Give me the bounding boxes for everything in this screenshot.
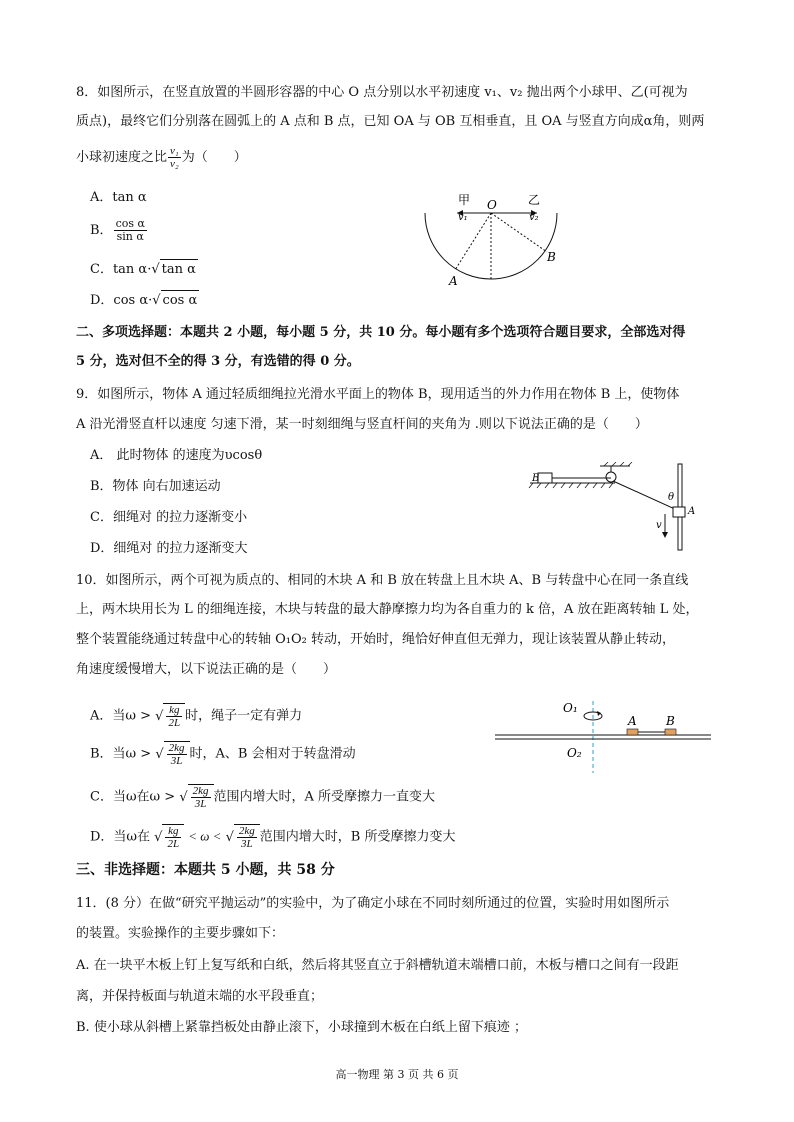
section-2-line-1: 二、多项选择题：本题共 2 小题，每小题 5 分，共 10 分。每小题有多个选项符合题目要求，全部选对得 [76,325,686,340]
q10-option-b-num: 2kg [168,742,185,754]
q10-option-c-prefix: C．当ω在ω > [90,789,176,805]
q10-option-c [90,784,435,810]
q9-ground-hatch [529,483,613,488]
q10-option-d-suffix: 范围内增大时，B 所受摩擦力变大 [259,829,456,845]
q9-option-c: C．细绳对 的拉力逐渐变小 [90,510,248,525]
q8-label-v2: v₂ [529,212,539,223]
q8-option-b-den: sin α [116,230,144,243]
q10-option-a-den: 2L [168,717,181,729]
q11-line-1: 11．(8 分）在做“研究平抛运动”的实验中，为了确定小球在不同时刻所通过的位置，实验时用如图所示 [76,896,670,911]
q10-option-a-suffix: 时，绳子一定有弹力 [185,708,303,724]
q8-label-b: B [547,250,556,264]
q10-option-d-prefix: D．当ω在 [90,829,151,845]
section-2-line-2: 5 分，选对但不全的得 3 分，有选错的得 0 分。 [76,354,360,369]
q9-option-b: B．物体 向右加速运动 [90,479,221,494]
q8-option-d [90,290,199,311]
q10-option-d-sqrt-1: √ $\frac{kg}{2L}$ [154,824,184,850]
q10-option-b-sqrt: √ $\frac{2kg}{3L}$ [155,741,189,767]
q8-ratio-num: v₁ [170,145,179,157]
q10-label-o2: O₂ [567,746,582,760]
q10-line-3: 整个装置能绕通过转盘中心的转轴 O₁O₂ 转动，开始时，绳恰好伸直但无弹力，现让该装置从静止转动， [76,632,676,647]
q10-option-c-fraction [191,785,211,810]
q8-label-jia: 甲 [458,193,471,207]
q10-option-d-sqrt-2: √ $\frac{2kg}{3L}$ [226,824,260,850]
q10-option-d-fraction-1 [165,825,181,850]
q10-option-c-suffix: 范围内增大时，A 所受摩擦力一直变大 [213,789,436,805]
q8-option-b-fraction [114,218,147,243]
q9-line-2: A 沿光滑竖直杆以速度 匀速下滑，某一时刻细绳与竖直杆间的夹角为 .则以下说法正确的是（ ） [76,417,648,432]
q10-option-a-fraction [166,704,182,729]
q8-ratio-fraction [168,145,181,170]
q10-label-b: B [666,714,675,728]
section-3-title: 三、非选择题：本题共 5 小题，共 58 分 [76,862,335,878]
q8-option-c-label: C．tan α· [90,262,152,277]
q8-option-b-num: cos α [115,217,145,230]
q9-label-b: B [532,473,540,484]
q10-option-c-num: 2kg [192,785,209,797]
q9-velocity-arrowhead [662,532,668,538]
q8-line-3-tail: 为（ ） [181,150,247,165]
q9-figure [525,462,705,554]
q9-pulley [606,472,616,482]
q10-option-d-inequality: < ω < [188,828,222,844]
q10-option-d-num-1: kg [165,825,181,838]
q8-label-o: O [487,198,497,212]
q9-label-a: A [688,506,696,517]
q9-block-b [538,473,552,483]
q8-line-1: 8．如图所示，在竖直放置的半圆形容器的中心 O 点分别以水平初速度 v₁、v₂ 抛出两个小球甲、乙(可视为 [76,85,688,100]
q9-option-d: D．细绳对 的拉力逐渐变大 [90,541,248,556]
q8-label-yi: 乙 [528,193,541,207]
q11-line-2: 的装置。实验操作的主要步骤如下： [76,926,285,941]
q10-option-d-den-1: 2L [167,838,180,850]
q10-block-a [627,729,638,735]
q10-option-a-sqrt: √ $\frac{kg}{2L}$ [155,703,185,729]
q11-line-5: B. 使小球从斜槽上紧靠挡板处由静止滚下，小球撞到木板在白纸上留下痕迹 ； [76,1020,527,1035]
q10-label-a: A [628,714,637,728]
q8-label-a: A [449,274,458,288]
q10-figure [493,695,713,775]
q10-option-b-prefix: B．当ω > [90,746,152,762]
q10-option-c-sqrt: √ $\frac{2kg}{3L}$ [179,784,213,810]
q10-line-1: 10．如图所示，两个可视为质点的、相同的木块 A 和 B 放在转盘上且木块 A、B 与转盘中心在同一条直线 [76,573,689,588]
q10-option-a-num: kg [166,704,182,717]
q10-option-b-den: 3L [170,755,183,767]
q8-line-3-text: 小球初速度之比 [76,150,168,165]
q10-option-c-den: 3L [194,798,207,810]
q10-option-b [90,741,356,767]
q10-option-d-num-2: 2kg [238,825,255,837]
q11-line-3: A. 在一块平木板上钉上复写纸和白纸，然后将其竖直立于斜槽轨道末端槽口前，木板与槽口之间有一段距 [76,958,679,973]
q10-option-d-fraction-2 [237,825,257,850]
q10-label-o1: O₁ [563,701,578,715]
q8-line-2: 质点)，最终它们分别落在圆弧上的 A 点和 B 点，已知 OA 与 OB 互相垂直，且 OA 与竖直方向成α角，则两 [76,114,705,129]
q9-label-theta: θ [668,492,675,503]
q8-option-d-sqrt: √ cos α [152,290,199,311]
q8-figure [405,188,605,298]
q10-option-d-den-2: 3L [241,838,253,850]
q8-option-b-label: B． [90,223,113,238]
q9-line-1: 9．如图所示，物体 A 通过轻质细绳拉光滑水平面上的物体 B，现用适当的外力作用在物体 B 上，使物体 [76,387,680,402]
q10-block-b [665,729,676,735]
q8-option-a: A．tan α [90,190,147,205]
q11-line-4: 离，并保持板面与轨道末端的水平段垂直； [76,989,324,1004]
q8-option-c-radicand: tan α [160,259,198,280]
q8-option-c-sqrt: √ tan α [151,259,198,280]
q10-line-2: 上，两木块用长为 L 的细绳连接，木块与转盘的最大静摩擦力均为各自重力的 k 倍，A 放在距离转轴 L 处， [76,602,699,617]
q9-ceiling-hatch [604,462,632,466]
q10-line-4: 角速度缓慢增大，以下说法正确的是（ ） [76,662,337,677]
q8-option-b [90,218,148,243]
q10-option-b-suffix: 时，A、B 会相对于转盘滑动 [189,746,356,762]
q8-label-v1: v₁ [458,212,468,223]
q8-line-3 [76,145,247,170]
q10-option-d [90,824,455,850]
q9-label-v: v [656,520,662,531]
q10-option-a [90,703,302,729]
q10-option-b-fraction [167,742,187,767]
q9-option-a: A． 此时物体 的速度为υcosθ [90,448,263,463]
q8-option-d-label: D．cos α· [90,293,153,308]
q10-rotation-arrowhead [597,711,601,716]
page-footer: 高一物理 第 3 页 共 6 页 [335,1068,459,1081]
q10-option-a-prefix: A．当ω > [90,708,152,724]
q8-ratio-den: v₂ [170,158,179,170]
q9-block-a [673,507,685,517]
q8-option-c [90,259,198,280]
q8-option-d-radicand: cos α [161,290,200,311]
